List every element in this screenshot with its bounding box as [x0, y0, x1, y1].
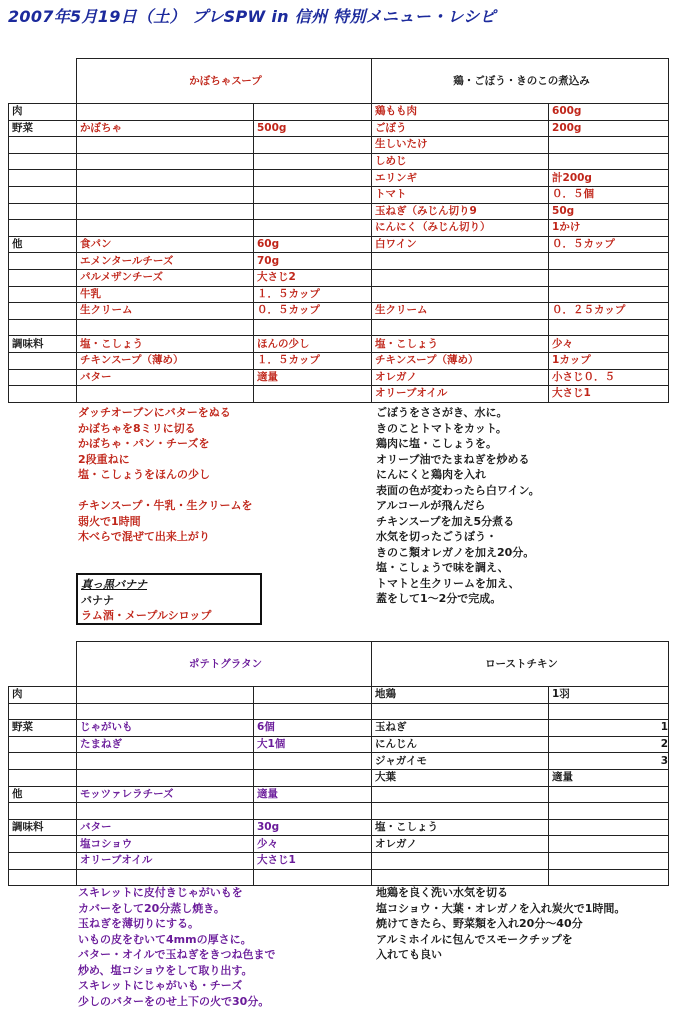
- right-ingredient-cell: 塩・こしょう: [372, 819, 549, 836]
- left-quantity-cell: [254, 104, 372, 121]
- right-quantity-cell: 1かけ: [549, 220, 669, 237]
- left-quantity-cell: １．５カップ: [254, 286, 372, 303]
- table-row: [9, 104, 669, 121]
- right-quantity-cell: 大さじ1: [549, 386, 669, 403]
- left-quantity-cell: [254, 753, 372, 770]
- right-ingredient-cell: にんにく（みじん切り）: [372, 220, 549, 237]
- table-row: [9, 352, 669, 369]
- category-cell: [9, 253, 77, 270]
- header-empty-cell: [9, 59, 77, 104]
- right-ingredient-cell: [372, 786, 549, 803]
- table-row: [9, 720, 669, 737]
- table-row: [9, 220, 669, 237]
- roast-chicken-steps: [376, 885, 625, 963]
- left-quantity-cell: 適量: [254, 369, 372, 386]
- table-row: [9, 769, 669, 786]
- left-quantity-cell: 60g: [254, 236, 372, 253]
- left-quantity-cell: [254, 203, 372, 220]
- category-cell: 野菜: [9, 720, 77, 737]
- right-ingredient-cell: [372, 869, 549, 886]
- category-cell: 肉: [9, 104, 77, 121]
- left-ingredient-cell: [77, 220, 254, 237]
- step-line: オリーブ油でたまねぎを炒める: [376, 452, 530, 466]
- right-quantity-cell: [549, 137, 669, 154]
- table-row: [9, 803, 669, 820]
- right-quantity-cell: [549, 319, 669, 336]
- step-line: きのこ類オレガノを加え20分。: [376, 545, 535, 559]
- step-line: チキンスープを加え5分煮る: [376, 514, 515, 528]
- left-ingredient-cell: エメンタールチーズ: [77, 253, 254, 270]
- table-row: [9, 819, 669, 836]
- right-quantity-cell: 3: [549, 753, 669, 770]
- step-line: バター・オイルで玉ねぎをきつね色まで: [78, 948, 276, 961]
- chicken-stew-steps: [376, 405, 540, 607]
- right-quantity-cell: 600g: [549, 104, 669, 121]
- left-ingredient-cell: じゃがいも: [77, 720, 254, 737]
- category-cell: [9, 369, 77, 386]
- left-ingredient-cell: [77, 869, 254, 886]
- category-cell: [9, 186, 77, 203]
- category-cell: [9, 869, 77, 886]
- right-quantity-cell: [549, 803, 669, 820]
- step-line: 塩コショウ・大葉・オレガノを入れ炭火で1時間。: [376, 901, 626, 915]
- table-row: [9, 753, 669, 770]
- right-quantity-cell: 2: [549, 736, 669, 753]
- right-ingredient-cell: 塩・こしょう: [372, 336, 549, 353]
- left-quantity-cell: 70g: [254, 253, 372, 270]
- right-ingredient-cell: 生しいたけ: [372, 137, 549, 154]
- left-quantity-cell: [254, 386, 372, 403]
- step-line: 焼けてきたら、野菜類を入れ20分～40分: [376, 917, 583, 930]
- right-ingredient-cell: ごぼう: [372, 120, 549, 137]
- left-ingredient-cell: 食パン: [77, 236, 254, 253]
- kabocha-soup-steps: [78, 405, 252, 545]
- right-quantity-cell: ０．５カップ: [549, 236, 669, 253]
- right-ingredient-cell: オレガノ: [372, 836, 549, 853]
- step-line: いもの皮をむいて4mmの厚さに。: [78, 932, 252, 946]
- category-cell: [9, 170, 77, 187]
- right-ingredient-cell: [372, 319, 549, 336]
- left-quantity-cell: [254, 703, 372, 720]
- recipe-table-2-body: [9, 642, 669, 886]
- left-ingredient-cell: 塩コショウ: [77, 836, 254, 853]
- step-line: 表面の色が変わったら白ワイン。: [376, 483, 540, 497]
- right-ingredient-cell: [372, 269, 549, 286]
- table-row: [9, 319, 669, 336]
- step-line: きのことトマトをカット。: [376, 421, 507, 435]
- left-quantity-cell: [254, 153, 372, 170]
- left-ingredient-cell: [77, 803, 254, 820]
- right-ingredient-cell: ジャガイモ: [372, 753, 549, 770]
- step-line: 木べらで混ぜて出来上がり: [78, 530, 210, 543]
- right-ingredient-cell: 玉ねぎ（みじん切り9: [372, 203, 549, 220]
- table-row: [9, 203, 669, 220]
- right-ingredient-cell: トマト: [372, 186, 549, 203]
- left-ingredient-cell: [77, 170, 254, 187]
- right-quantity-cell: [549, 153, 669, 170]
- left-quantity-cell: [254, 769, 372, 786]
- banana-line-2: ラム酒・メープルシロップ: [81, 609, 212, 622]
- left-ingredient-cell: かぼちゃ: [77, 120, 254, 137]
- banana-line-1: バナナ: [81, 593, 114, 607]
- table-row: [9, 286, 669, 303]
- left-quantity-cell: 500g: [254, 120, 372, 137]
- left-quantity-cell: 適量: [254, 786, 372, 803]
- category-cell: 野菜: [9, 120, 77, 137]
- left-quantity-cell: [254, 319, 372, 336]
- right-quantity-cell: 1カップ: [549, 352, 669, 369]
- table-row: [9, 253, 669, 270]
- left-quantity-cell: 30g: [254, 819, 372, 836]
- table-row: [9, 269, 669, 286]
- banana-box: [76, 573, 262, 625]
- left-quantity-cell: ほんの少し: [254, 336, 372, 353]
- table-row: [9, 869, 669, 886]
- right-ingredient-cell: 地鶏: [372, 687, 549, 704]
- banana-title: 真っ黒バナナ: [81, 578, 147, 591]
- table-row: [9, 336, 669, 353]
- recipe-table-2: [8, 641, 669, 886]
- step-line: [78, 483, 252, 499]
- category-cell: [9, 753, 77, 770]
- table-row: [9, 153, 669, 170]
- right-ingredient-cell: [372, 803, 549, 820]
- table-row: [9, 786, 669, 803]
- category-cell: 調味料: [9, 336, 77, 353]
- right-ingredient-cell: にんじん: [372, 736, 549, 753]
- left-quantity-cell: [254, 687, 372, 704]
- right-quantity-cell: 適量: [549, 769, 669, 786]
- header-empty-cell: [9, 642, 77, 687]
- left-ingredient-cell: 牛乳: [77, 286, 254, 303]
- left-quantity-cell: 6個: [254, 720, 372, 737]
- right-ingredient-cell: 玉ねぎ: [372, 720, 549, 737]
- step-line: トマトと生クリームを加え、: [376, 576, 520, 590]
- category-cell: [9, 836, 77, 853]
- right-quantity-cell: [549, 286, 669, 303]
- right-ingredient-cell: チキンスープ（薄め）: [372, 352, 549, 369]
- right-ingredient-cell: [372, 286, 549, 303]
- left-quantity-cell: [254, 137, 372, 154]
- right-quantity-cell: [549, 869, 669, 886]
- left-ingredient-cell: [77, 386, 254, 403]
- step-line: アルミホイルに包んでスモークチップを: [376, 932, 573, 946]
- left-ingredient-cell: 生クリーム: [77, 303, 254, 320]
- step-line: 蓋をして1～2分で完成。: [376, 592, 502, 605]
- table-row: [9, 137, 669, 154]
- recipe-table-1: [8, 58, 669, 403]
- step-line: 塩・こしょうをほんの少し: [78, 468, 210, 481]
- table-row: [9, 236, 669, 253]
- right-ingredient-cell: エリンギ: [372, 170, 549, 187]
- category-cell: [9, 153, 77, 170]
- right-ingredient-cell: オレガノ: [372, 369, 549, 386]
- category-cell: [9, 803, 77, 820]
- right-quantity-cell: [549, 703, 669, 720]
- category-cell: 他: [9, 236, 77, 253]
- left-quantity-cell: 大さじ1: [254, 852, 372, 869]
- step-line: スキレットにじゃがいも・チーズ: [78, 979, 243, 992]
- right-ingredient-cell: 大葉: [372, 769, 549, 786]
- table-row: [9, 736, 669, 753]
- step-line: カバーをして20分蒸し焼き。: [78, 901, 225, 915]
- step-line: 炒め、塩コショウをして取り出す。: [78, 963, 253, 977]
- right-ingredient-cell: オリーブオイル: [372, 386, 549, 403]
- table-row: [9, 703, 669, 720]
- category-cell: 肉: [9, 687, 77, 704]
- right-recipe-title: ローストチキン: [372, 642, 669, 687]
- category-cell: 調味料: [9, 819, 77, 836]
- left-quantity-cell: [254, 186, 372, 203]
- left-ingredient-cell: [77, 203, 254, 220]
- step-line: 玉ねぎを薄切りにする。: [78, 917, 199, 930]
- category-cell: [9, 303, 77, 320]
- category-cell: [9, 319, 77, 336]
- left-ingredient-cell: オリーブオイル: [77, 852, 254, 869]
- right-quantity-cell: [549, 819, 669, 836]
- right-ingredient-cell: [372, 253, 549, 270]
- left-ingredient-cell: [77, 703, 254, 720]
- left-ingredient-cell: バター: [77, 369, 254, 386]
- step-line: かぼちゃ・パン・チーズを: [78, 437, 210, 450]
- left-quantity-cell: 大さじ2: [254, 269, 372, 286]
- left-quantity-cell: [254, 869, 372, 886]
- category-cell: [9, 352, 77, 369]
- table-row: [9, 120, 669, 137]
- left-quantity-cell: 大1個: [254, 736, 372, 753]
- category-cell: 他: [9, 786, 77, 803]
- category-cell: [9, 203, 77, 220]
- step-line: にんにくと鶏肉を入れ: [376, 468, 486, 481]
- table-row: [9, 836, 669, 853]
- left-ingredient-cell: モッツァレラチーズ: [77, 786, 254, 803]
- left-quantity-cell: ０．５カップ: [254, 303, 372, 320]
- table-row: [9, 303, 669, 320]
- table-row: [9, 170, 669, 187]
- left-recipe-title: ポテトグラタン: [77, 642, 372, 687]
- potato-gratin-steps: [78, 885, 275, 1009]
- right-ingredient-cell: 白ワイン: [372, 236, 549, 253]
- step-line: かぼちゃを8ミリに切る: [78, 421, 196, 435]
- left-ingredient-cell: 塩・こしょう: [77, 336, 254, 353]
- category-cell: [9, 769, 77, 786]
- left-quantity-cell: [254, 220, 372, 237]
- step-line: 鶏肉に塩・こしょうを。: [376, 437, 497, 450]
- category-cell: [9, 852, 77, 869]
- step-line: 塩・こしょうで味を調え、: [376, 561, 509, 574]
- step-line: 2段重ねに: [78, 452, 130, 466]
- category-cell: [9, 269, 77, 286]
- step-line: 少しのバターをのせ上下の火で30分。: [78, 994, 270, 1008]
- right-quantity-cell: [549, 269, 669, 286]
- table-row: [9, 186, 669, 203]
- category-cell: [9, 220, 77, 237]
- category-cell: [9, 137, 77, 154]
- left-recipe-title: かぼちゃスープ: [77, 59, 372, 104]
- right-ingredient-cell: [372, 703, 549, 720]
- right-ingredient-cell: 鶏もも肉: [372, 104, 549, 121]
- category-cell: [9, 736, 77, 753]
- step-line: 弱火で1時間: [78, 514, 141, 528]
- right-quantity-cell: 少々: [549, 336, 669, 353]
- left-ingredient-cell: [77, 186, 254, 203]
- right-quantity-cell: [549, 253, 669, 270]
- step-line: ごぼうをささがき、水に。: [376, 406, 508, 419]
- table-header-row: [9, 642, 669, 687]
- left-quantity-cell: １．５カップ: [254, 352, 372, 369]
- step-line: 水気を切ったごうぼう・: [376, 530, 497, 543]
- left-ingredient-cell: チキンスープ（薄め）: [77, 352, 254, 369]
- right-quantity-cell: 小さじ０．５: [549, 369, 669, 386]
- table-row: [9, 687, 669, 704]
- left-quantity-cell: [254, 803, 372, 820]
- right-quantity-cell: ０．２５カップ: [549, 303, 669, 320]
- right-quantity-cell: 1羽: [549, 687, 669, 704]
- right-quantity-cell: 50g: [549, 203, 669, 220]
- left-quantity-cell: [254, 170, 372, 187]
- page-title: 2007年5月19日（土） プレSPW in 信州 特別メニュー・レシピ: [8, 7, 496, 26]
- right-quantity-cell: 計200g: [549, 170, 669, 187]
- category-cell: [9, 286, 77, 303]
- left-ingredient-cell: [77, 687, 254, 704]
- left-ingredient-cell: [77, 753, 254, 770]
- right-recipe-title: 鶏・ごぼう・きのこの煮込み: [372, 59, 669, 104]
- category-cell: [9, 703, 77, 720]
- table-row: [9, 852, 669, 869]
- table-row: [9, 386, 669, 403]
- left-ingredient-cell: たまねぎ: [77, 736, 254, 753]
- table-header-row: [9, 59, 669, 104]
- right-quantity-cell: [549, 852, 669, 869]
- recipe-table-1-body: [9, 59, 669, 403]
- step-line: 地鶏を良く洗い水気を切る: [376, 886, 508, 899]
- step-line: スキレットに皮付きじゃがいもを: [78, 886, 243, 899]
- left-ingredient-cell: [77, 104, 254, 121]
- step-line: アルコールが飛んだら: [376, 499, 486, 512]
- right-quantity-cell: [549, 786, 669, 803]
- right-quantity-cell: 1: [549, 720, 669, 737]
- right-quantity-cell: [549, 836, 669, 853]
- left-quantity-cell: 少々: [254, 836, 372, 853]
- step-line: ダッチオーブンにバターをぬる: [78, 406, 231, 419]
- right-quantity-cell: ０．５個: [549, 186, 669, 203]
- category-cell: [9, 386, 77, 403]
- step-line: 入れても良い: [376, 948, 442, 961]
- right-ingredient-cell: しめじ: [372, 153, 549, 170]
- left-ingredient-cell: [77, 319, 254, 336]
- left-ingredient-cell: [77, 769, 254, 786]
- table-row: [9, 369, 669, 386]
- left-ingredient-cell: [77, 153, 254, 170]
- right-quantity-cell: 200g: [549, 120, 669, 137]
- right-ingredient-cell: 生クリーム: [372, 303, 549, 320]
- left-ingredient-cell: [77, 137, 254, 154]
- right-ingredient-cell: [372, 852, 549, 869]
- step-line: チキンスープ・牛乳・生クリームを: [78, 499, 253, 512]
- left-ingredient-cell: バター: [77, 819, 254, 836]
- left-ingredient-cell: パルメザンチーズ: [77, 269, 254, 286]
